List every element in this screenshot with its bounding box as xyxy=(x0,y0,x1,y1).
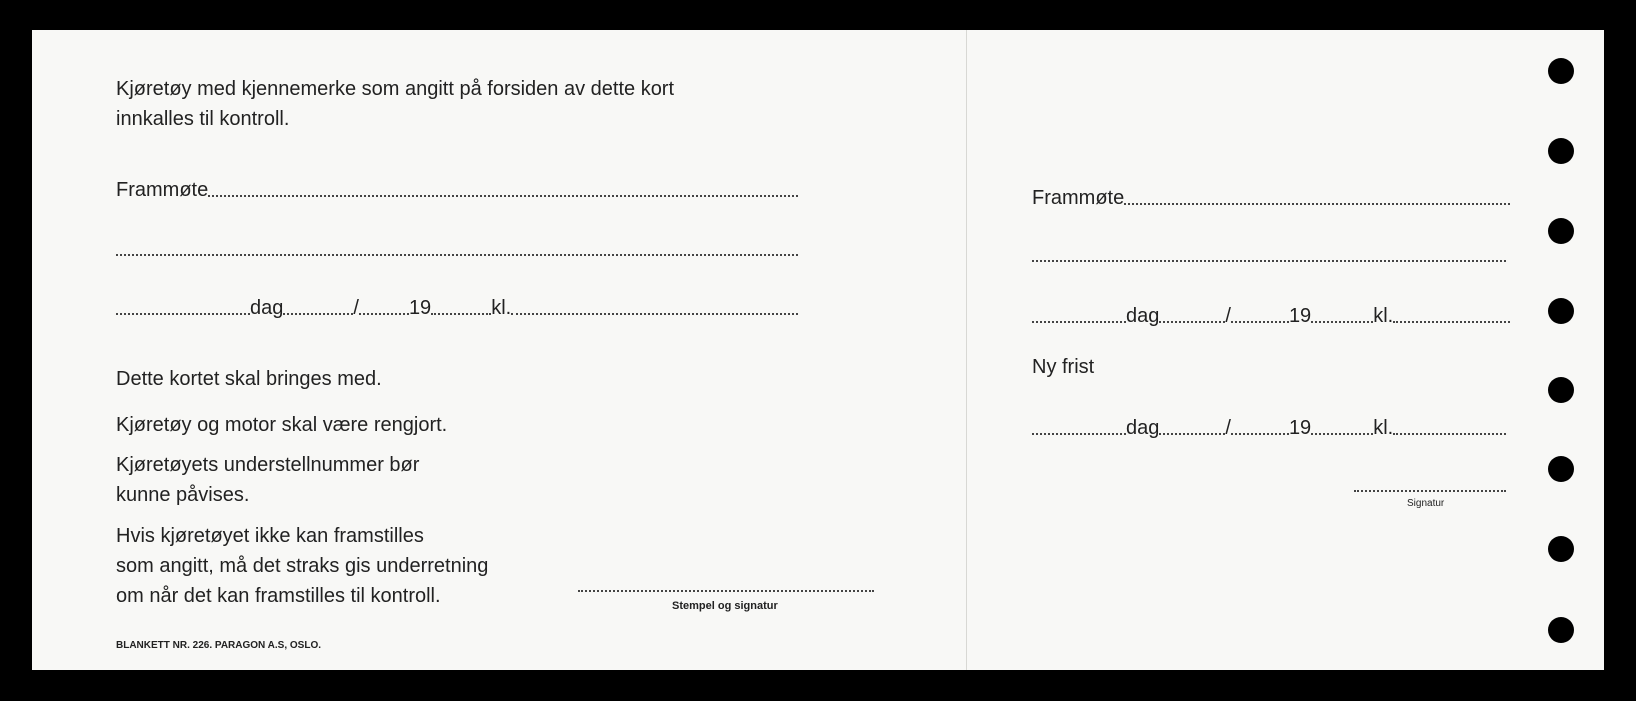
new-kl-label: kl. xyxy=(1373,417,1394,439)
note-chassis-line-2: kunne påvises. xyxy=(116,484,250,506)
stamp-signature-label: Stempel og signatur xyxy=(672,600,778,612)
year-prefix-label-right: 19 xyxy=(1288,305,1312,327)
day-field-right[interactable] xyxy=(1159,321,1225,323)
punch-hole-icon xyxy=(1548,456,1574,482)
slash-label: / xyxy=(353,297,359,319)
year-field-right[interactable] xyxy=(1311,321,1373,323)
punch-hole-icon xyxy=(1548,298,1574,324)
new-time-field[interactable] xyxy=(1393,433,1506,435)
punch-hole-icon xyxy=(1548,58,1574,84)
date-row-left xyxy=(116,296,798,320)
weekday-field[interactable] xyxy=(116,313,250,315)
ny-frist-label: Ny frist xyxy=(1032,356,1095,378)
signature-line[interactable] xyxy=(1354,490,1506,492)
stamp-signature-line[interactable] xyxy=(578,590,874,592)
intro-line-1: Kjøretøy med kjennemerke som angitt på forsiden av dette kort xyxy=(116,78,675,100)
frammote-row-right xyxy=(1032,186,1510,210)
punch-hole-icon xyxy=(1548,536,1574,562)
note-notify-line-2: som angitt, må det straks gis underretning xyxy=(116,555,489,577)
note-chassis-line-1: Kjøretøyets understellnummer bør xyxy=(116,454,420,476)
new-year-field[interactable] xyxy=(1311,433,1373,435)
day-field[interactable] xyxy=(283,313,353,315)
new-day-field[interactable] xyxy=(1159,433,1225,435)
new-month-field[interactable] xyxy=(1231,433,1289,435)
intro-line-2: innkalles til kontroll. xyxy=(116,108,290,130)
frammote-second-line[interactable] xyxy=(116,254,798,256)
note-notify-line-1: Hvis kjøretøyet ikke kan framstilles xyxy=(116,525,424,547)
punch-hole-icon xyxy=(1548,617,1574,643)
slash-label-right: / xyxy=(1225,305,1231,327)
new-weekday-field[interactable] xyxy=(1032,433,1126,435)
perforation-fold xyxy=(966,30,967,670)
punch-hole-icon xyxy=(1548,138,1574,164)
frammote-label: Frammøte xyxy=(116,179,209,201)
kl-label: kl. xyxy=(491,297,512,319)
kl-label-right: kl. xyxy=(1373,305,1394,327)
new-slash-label: / xyxy=(1225,417,1231,439)
weekday-field-right[interactable] xyxy=(1032,321,1126,323)
note-notify-line-3: om når det kan framstilles til kontroll. xyxy=(116,585,441,607)
year-field[interactable] xyxy=(431,313,491,315)
frammote-row-left xyxy=(116,178,798,202)
note-clean-vehicle: Kjøretøy og motor skal være rengjort. xyxy=(116,414,448,436)
new-year-prefix-label: 19 xyxy=(1288,417,1312,439)
frammote-field[interactable] xyxy=(208,195,798,197)
form-number: BLANKETT NR. 226. PARAGON A.S, OSLO. xyxy=(116,640,322,651)
frammote-field-right[interactable] xyxy=(1124,203,1510,205)
month-field-right[interactable] xyxy=(1231,321,1289,323)
new-dag-label: dag xyxy=(1126,417,1160,439)
note-bring-card: Dette kortet skal bringes med. xyxy=(116,368,382,390)
punch-hole-icon xyxy=(1548,377,1574,403)
dag-label: dag xyxy=(250,297,284,319)
signature-label: Signatur xyxy=(1407,498,1445,509)
year-prefix-label: 19 xyxy=(408,297,432,319)
time-field[interactable] xyxy=(511,313,798,315)
date-row-right xyxy=(1032,304,1510,328)
month-field[interactable] xyxy=(359,313,409,315)
frammote-second-line-right[interactable] xyxy=(1032,260,1506,262)
new-date-row xyxy=(1032,416,1506,440)
frammote-label-right: Frammøte xyxy=(1032,187,1125,209)
time-field-right[interactable] xyxy=(1393,321,1510,323)
dag-label-right: dag xyxy=(1126,305,1160,327)
punch-hole-icon xyxy=(1548,218,1574,244)
